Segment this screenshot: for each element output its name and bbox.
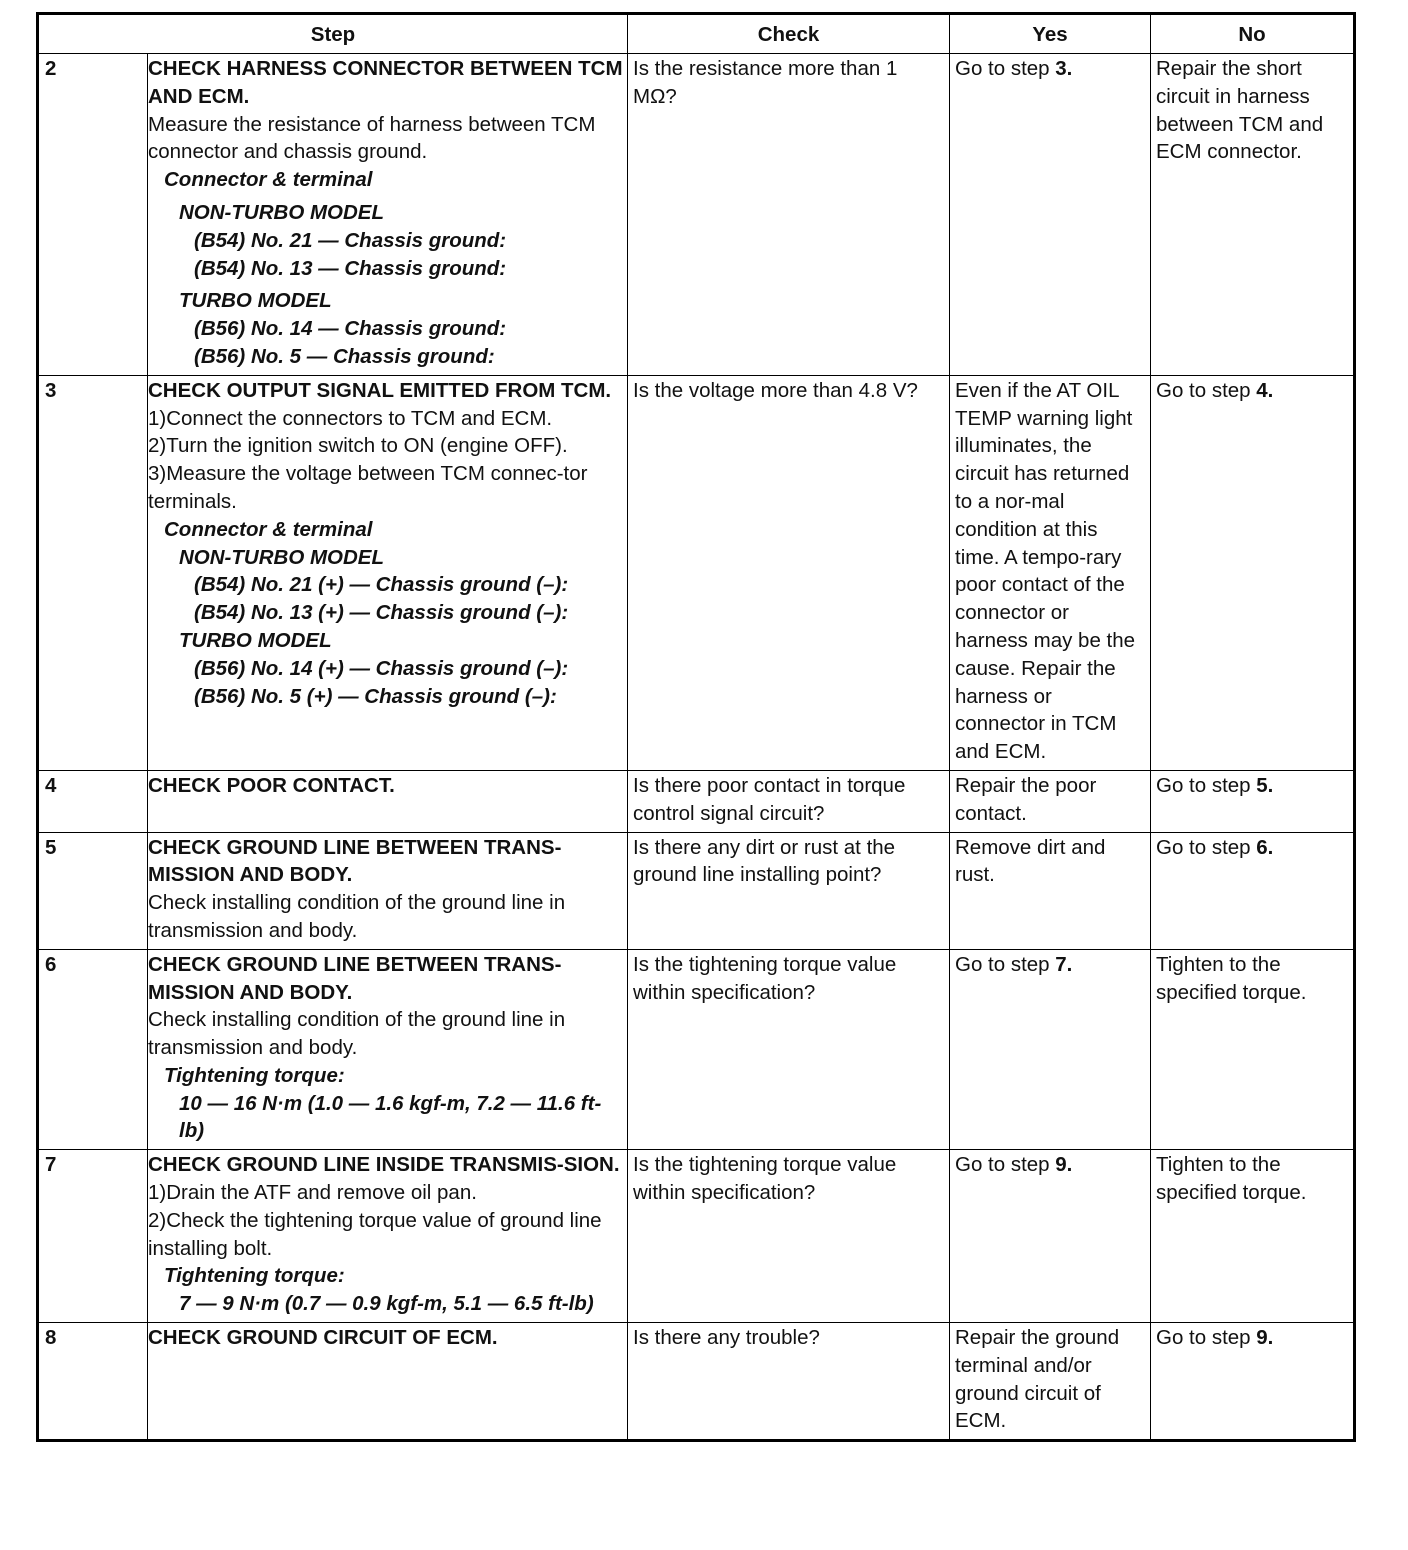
yes-text: Go to step xyxy=(955,1153,1056,1177)
no-text: Go to step xyxy=(1156,378,1257,402)
check-cell: Is there poor contact in torque control signal circuit? xyxy=(628,770,950,832)
step-instruction: 1)Connect the connectors to TCM and ECM. xyxy=(148,406,553,430)
step-number: 4 xyxy=(38,770,148,832)
terminal-line: (B56) No. 5 — Chassis ground: xyxy=(194,344,495,368)
terminal-line: (B56) No. 14 — Chassis ground: xyxy=(194,317,507,341)
yes-text: Even if the AT OIL TEMP warning light illuminates, the circuit has returned to a nor-mal condition at this time. A tempo-rary poor contact of the connector or harness may be the cause. Repair the harness or connector in TCM and ECM. xyxy=(955,378,1136,764)
yes-text: Repair the ground terminal and/or ground circuit of ECM. xyxy=(955,1326,1120,1433)
step-number: 3 xyxy=(38,375,148,770)
yes-step-ref: 3. xyxy=(1055,57,1073,80)
no-cell xyxy=(1151,54,1355,376)
no-text: Go to step xyxy=(1156,835,1257,859)
step-title: CHECK HARNESS CONNECTOR BETWEEN TCM AND ECM. xyxy=(148,57,623,108)
terminal-line: (B56) No. 5 (+) — Chassis ground (–): xyxy=(194,684,557,708)
terminal-line: (B56) No. 14 (+) — Chassis ground (–): xyxy=(194,656,569,680)
yes-step-ref: 7. xyxy=(1055,952,1073,976)
no-step-ref: 6. xyxy=(1256,835,1274,859)
terminal-line: (B54) No. 13 (+) — Chassis ground (–): xyxy=(194,601,569,625)
yes-cell xyxy=(950,949,1151,1150)
no-cell xyxy=(1151,1323,1355,1441)
troubleshooting-table xyxy=(36,12,1356,1442)
yes-text: Go to step xyxy=(955,57,1056,80)
step-instruction: 2)Check the tightening torque value of ground line installing bolt. xyxy=(148,1208,602,1260)
no-cell xyxy=(1151,770,1355,832)
connector-terminal-label: Connector & terminal xyxy=(164,517,373,541)
step-number: 2 xyxy=(38,54,148,376)
step-instruction: 2)Turn the ignition switch to ON (engine OFF). xyxy=(148,434,568,458)
tightening-torque-label: Tightening torque: xyxy=(164,1264,345,1288)
step-cell xyxy=(148,949,628,1150)
table-row xyxy=(38,1150,1355,1323)
step-cell xyxy=(148,1323,628,1441)
step-cell xyxy=(148,770,628,832)
step-title: CHECK POOR CONTACT. xyxy=(148,773,395,797)
no-step-ref: 4. xyxy=(1256,378,1274,402)
check-cell: Is there any trouble? xyxy=(628,1323,950,1441)
tightening-torque-value: 7 — 9 N·m (0.7 — 0.9 kgf-m, 5.1 — 6.5 ft-lb) xyxy=(179,1292,594,1316)
step-title: CHECK GROUND LINE INSIDE TRANSMIS-SION. xyxy=(148,1153,620,1177)
yes-cell xyxy=(950,1323,1151,1441)
step-instruction: 3)Measure the voltage between TCM connec-tor terminals. xyxy=(148,462,588,513)
yes-cell xyxy=(950,54,1151,376)
no-text: Go to step xyxy=(1156,773,1257,797)
no-cell xyxy=(1151,832,1355,949)
step-cell xyxy=(148,1150,628,1323)
header-no: No xyxy=(1151,14,1355,54)
no-cell xyxy=(1151,1150,1355,1323)
model-label: TURBO MODEL xyxy=(179,628,332,652)
check-cell: Is the resistance more than 1 MΩ? xyxy=(628,54,950,376)
no-text: Tighten to the specified torque. xyxy=(1156,1153,1307,1205)
step-number: 5 xyxy=(38,832,148,949)
model-label: NON-TURBO MODEL xyxy=(179,545,384,569)
yes-cell xyxy=(950,770,1151,832)
no-cell xyxy=(1151,375,1355,770)
no-step-ref: 9. xyxy=(1256,1326,1274,1350)
step-instruction: 1)Drain the ATF and remove oil pan. xyxy=(148,1181,477,1205)
yes-cell xyxy=(950,1150,1151,1323)
tightening-torque-label: Tightening torque: xyxy=(164,1063,345,1087)
step-title: CHECK GROUND LINE BETWEEN TRANS-MISSION AND BODY. xyxy=(148,952,562,1004)
step-instruction: Check installing condition of the ground line in transmission and body. xyxy=(148,1008,566,1060)
step-cell xyxy=(148,54,628,376)
step-instruction: Check installing condition of the ground line in transmission and body. xyxy=(148,891,566,942)
no-step-ref: 5. xyxy=(1256,773,1274,797)
tightening-torque-value: 10 — 16 N·m (1.0 — 1.6 kgf-m, 7.2 — 11.6 ft-lb) xyxy=(179,1091,602,1143)
step-title: CHECK GROUND LINE BETWEEN TRANS-MISSION AND BODY. xyxy=(148,835,562,887)
check-cell: Is the tightening torque value within specification? xyxy=(628,1150,950,1323)
model-label: TURBO MODEL xyxy=(179,289,332,313)
table-row xyxy=(38,1323,1355,1441)
terminal-line: (B54) No. 21 (+) — Chassis ground (–): xyxy=(194,573,569,597)
step-cell xyxy=(148,375,628,770)
yes-cell xyxy=(950,832,1151,949)
no-text: Repair the short circuit in harness between TCM and ECM connector. xyxy=(1156,57,1324,164)
yes-step-ref: 9. xyxy=(1055,1153,1073,1177)
step-number: 7 xyxy=(38,1150,148,1323)
header-row xyxy=(38,14,1355,54)
step-number: 6 xyxy=(38,949,148,1150)
no-text: Tighten to the specified torque. xyxy=(1156,952,1307,1004)
yes-cell xyxy=(950,375,1151,770)
table-row xyxy=(38,770,1355,832)
check-cell: Is there any dirt or rust at the ground line installing point? xyxy=(628,832,950,949)
no-cell xyxy=(1151,949,1355,1150)
header-yes: Yes xyxy=(950,14,1151,54)
header-step: Step xyxy=(38,14,628,54)
step-instruction: Measure the resistance of harness between TCM connector and chassis ground. xyxy=(148,112,596,164)
yes-text: Remove dirt and rust. xyxy=(955,835,1106,887)
no-text: Go to step xyxy=(1156,1326,1257,1350)
step-number: 8 xyxy=(38,1323,148,1441)
header-check: Check xyxy=(628,14,950,54)
table-body xyxy=(38,54,1355,1441)
table-row xyxy=(38,54,1355,376)
check-cell: Is the voltage more than 4.8 V? xyxy=(628,375,950,770)
step-title: CHECK GROUND CIRCUIT OF ECM. xyxy=(148,1326,498,1350)
table-row xyxy=(38,375,1355,770)
yes-text: Repair the poor contact. xyxy=(955,773,1097,825)
terminal-line: (B54) No. 13 — Chassis ground: xyxy=(194,256,507,280)
model-label: NON-TURBO MODEL xyxy=(179,200,384,224)
table-row xyxy=(38,832,1355,949)
connector-terminal-label: Connector & terminal xyxy=(164,168,373,192)
step-cell xyxy=(148,832,628,949)
check-cell: Is the tightening torque value within specification? xyxy=(628,949,950,1150)
terminal-line: (B54) No. 21 — Chassis ground: xyxy=(194,228,507,252)
table-row xyxy=(38,949,1355,1150)
step-title: CHECK OUTPUT SIGNAL EMITTED FROM TCM. xyxy=(148,378,612,402)
yes-text: Go to step xyxy=(955,952,1056,976)
